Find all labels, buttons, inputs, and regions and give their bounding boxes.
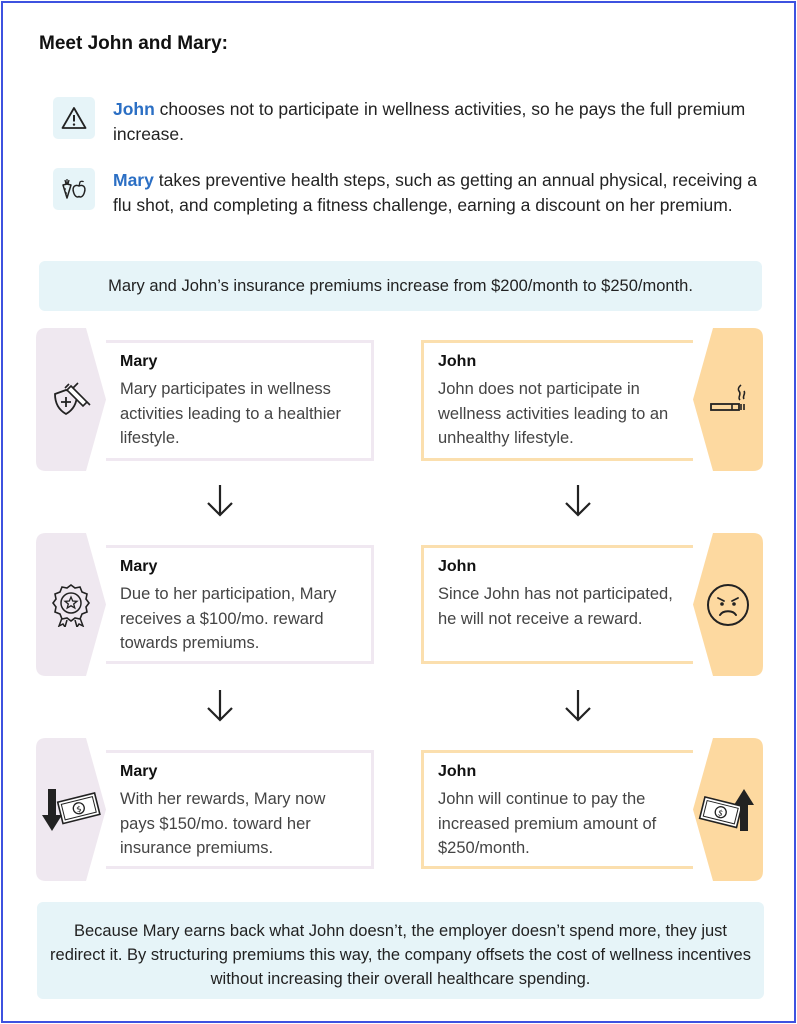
healthy-food-icon [53, 168, 95, 210]
intro-john-description: chooses not to participate in wellness activities, so he pays the full premium increase. [113, 99, 746, 144]
intro-john-name: John [113, 99, 155, 119]
money-down-icon [36, 738, 106, 881]
john-card-3 [421, 750, 693, 869]
mary-card-2-name: Mary [120, 558, 158, 575]
cigarette-icon [693, 328, 763, 471]
john-arrow-down-2 [563, 688, 593, 724]
intro-john [53, 97, 773, 146]
intro-john-text [113, 97, 763, 146]
john-card-1 [421, 340, 693, 461]
award-badge-icon [36, 533, 106, 676]
mary-band-2 [36, 533, 106, 676]
john-band-2 [693, 533, 763, 676]
john-card-1-text: John does not participate in wellness activities leading to an unhealthy lifestyle. [438, 380, 669, 447]
john-band-3 [693, 738, 763, 881]
mary-band-1 [36, 328, 106, 471]
mary-band-3 [36, 738, 106, 881]
mary-arrow-down-2 [205, 688, 235, 724]
warning-icon [53, 97, 95, 139]
mary-card-1 [106, 340, 374, 461]
money-up-icon [693, 738, 763, 881]
john-card-1-name: John [438, 353, 477, 370]
svg-text:$: $ [75, 803, 83, 814]
john-card-3-name: John [438, 763, 477, 780]
mary-card-3-text: With her rewards, Mary now pays $150/mo. toward her insurance premiums. [120, 790, 326, 857]
intro-mary-name: Mary [113, 170, 154, 190]
svg-text:$: $ [716, 807, 725, 818]
john-card-2-text: Since John has not participated, he will not receive a reward. [438, 585, 673, 628]
john-card-2 [421, 545, 693, 664]
mary-card-1-text: Mary participates in wellness activities leading to a healthier lifestyle. [120, 380, 342, 447]
john-card-2-name: John [438, 558, 477, 575]
john-card-3-text: John will continue to pay the increased premium amount of $250/month. [438, 790, 657, 857]
mary-card-1-name: Mary [120, 353, 158, 370]
intro-mary-text [113, 168, 763, 217]
conclusion-box: Because Mary earns back what John doesn’t, the employer doesn’t spend more, they just redirect it. By structuring premiums this way, the company offsets the cost of wellness incentives without increasing their overall healthcare spending. [37, 902, 764, 999]
page-frame [1, 1, 796, 1023]
premium-increase-banner: Mary and John’s insurance premiums increase from $200/month to $250/month. [39, 261, 762, 311]
page-title: Meet John and Mary: [39, 33, 228, 54]
john-arrow-down-1 [563, 483, 593, 519]
mary-card-2 [106, 545, 374, 664]
sad-face-icon [693, 533, 763, 676]
mary-arrow-down-1 [205, 483, 235, 519]
mary-card-3-name: Mary [120, 763, 158, 780]
vaccine-shield-icon [36, 328, 106, 471]
mary-card-3 [106, 750, 374, 869]
mary-card-2-text: Due to her participation, Mary receives a $100/mo. reward towards premiums. [120, 585, 337, 652]
intro-mary-description: takes preventive health steps, such as getting an annual physical, receiving a flu shot, and completing a fitness challenge, earning a discount on her premium. [113, 170, 758, 215]
intro-mary [53, 168, 773, 217]
john-band-1 [693, 328, 763, 471]
